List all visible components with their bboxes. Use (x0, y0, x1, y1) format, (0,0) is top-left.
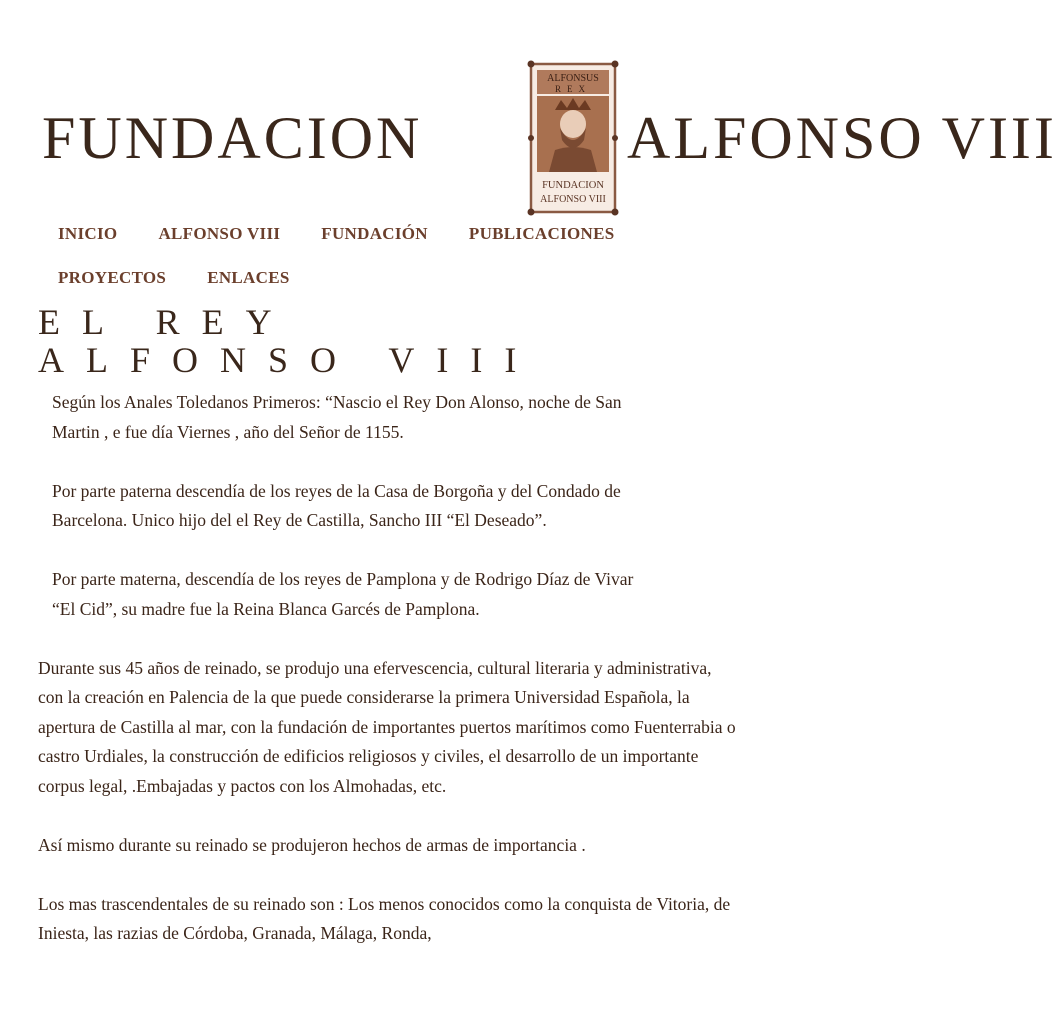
nav-item-proyectos[interactable]: PROYECTOS (58, 268, 167, 287)
seal-sub-label: REX (555, 84, 591, 94)
site-header (0, 0, 1057, 215)
nav-item-inicio[interactable]: INICIO (58, 224, 118, 243)
paragraph-birth (38, 388, 738, 447)
seal-top-label: ALFONSUS (547, 73, 599, 84)
nav-item-alfonso-viii[interactable]: ALFONSO VIII (158, 224, 281, 243)
seal-bottom-line2: ALFONSO VIII (540, 194, 606, 205)
nav-row-2 (58, 256, 738, 300)
paragraph-arms: Así mismo durante su reinado se produjeron hechos de armas de importancia . (38, 834, 586, 855)
paragraph-reign: Durante sus 45 años de reinado, se produjo una efervescencia, cultural literaria y administrativa, con la creación en Palencia de la que puede considerarse la primera Universidad Española, la apertura de Castilla al mar, con la fundación de importantes puertos marítimos como Fuenterrabia o castro Urdiales, la construcción de edificios religiosos y civiles, el desarrollo de un importante corpus legal, .Embajadas y pactos con los Almohadas, etc. (38, 657, 736, 796)
nav-item-enlaces[interactable]: ENLACES (207, 268, 290, 287)
site-brand-title[interactable]: FUNDACION (42, 105, 423, 171)
site-brand-title-right: ALFONSO VIII (627, 105, 1057, 171)
foundation-seal-logo[interactable] (527, 60, 619, 216)
paragraph-maternal-line2: “El Cid”, su madre fue la Reina Blanca Garcés de Pamplona. (52, 598, 480, 619)
brand-title-right-clip (625, 100, 1057, 180)
nav-item-publicaciones[interactable]: PUBLICACIONES (468, 224, 615, 243)
paragraph-maternal-line1: Por parte materna, descendía de los reyes de Pamplona y de Rodrigo Díaz de Vivar (52, 569, 634, 589)
paragraph-events: Los mas trascendentales de su reinado son : Los menos conocidos como la conquista de Vitoria, de Iniesta, las razias de Córdoba, Granada, Málaga, Ronda, (38, 893, 731, 943)
paragraph-birth-line2: Martin , e fue día Viernes , año del Señor de 1155. (52, 421, 404, 442)
nav-item-fundacion[interactable]: FUNDACIÓN (321, 224, 428, 243)
article-content (38, 388, 738, 978)
paragraph-birth-line1: Según los Anales Toledanos Primeros: “Nascio el Rey Don Alonso, noche de San (52, 392, 622, 412)
paragraph-paternal-line2: Barcelona. Unico hijo del el Rey de Castilla, Sancho III “El Deseado”. (52, 510, 547, 530)
paragraph-paternal (38, 477, 738, 536)
seal-bottom-line1: FUNDACION (542, 180, 604, 191)
page-title-line2: ALFONSO VIII (38, 340, 539, 380)
page-title-line1: EL REY (38, 302, 294, 342)
main-navigation (58, 212, 738, 300)
page-title (38, 303, 538, 379)
paragraph-paternal-line1: Por parte paterna descendía de los reyes de la Casa de Borgoña y del Condado de (52, 480, 621, 501)
nav-row-1 (58, 212, 738, 256)
paragraph-maternal (38, 565, 738, 624)
